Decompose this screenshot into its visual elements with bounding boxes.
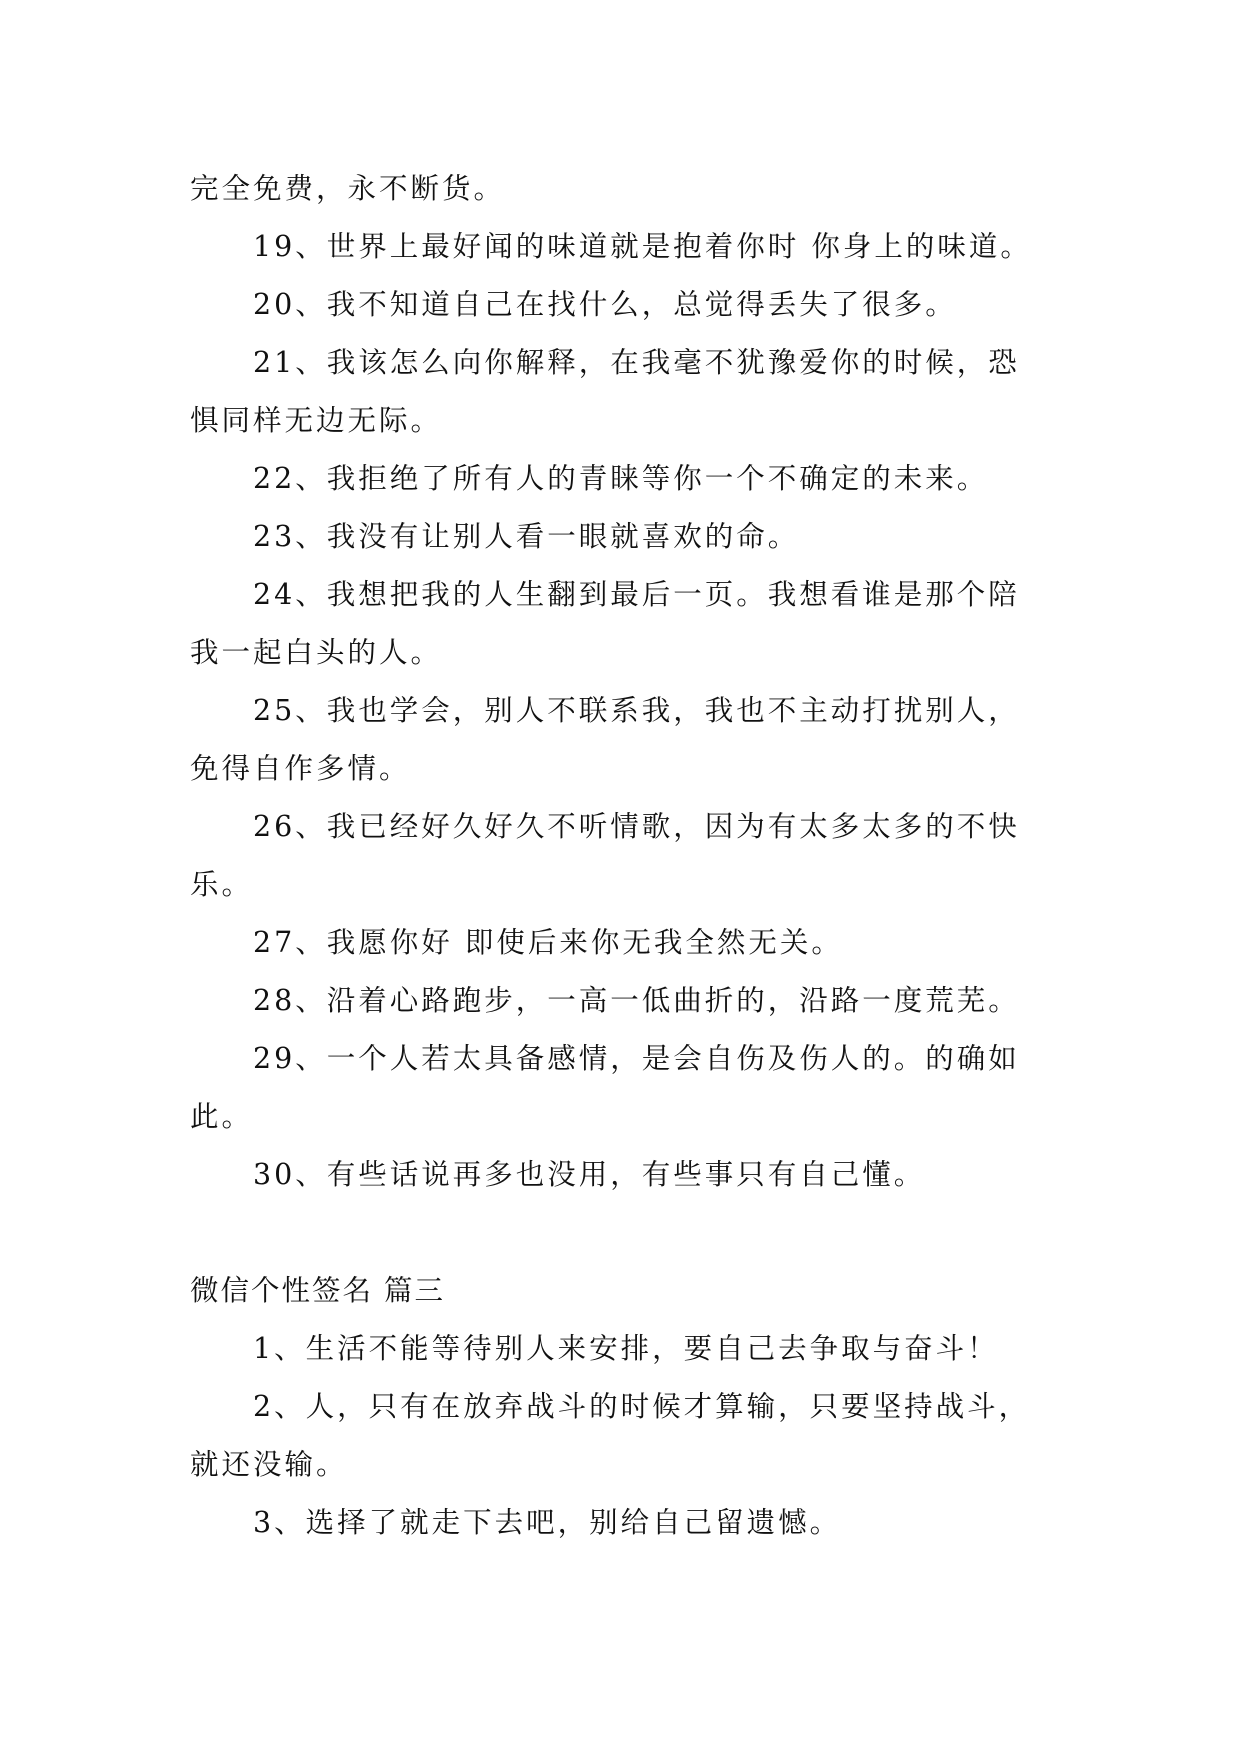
text-line: 此。	[190, 1100, 254, 1133]
text-line: 24、我想把我的人生翻到最后一页。我想看谁是那个陪	[253, 578, 1020, 611]
text-line: 3、选择了就走下去吧，别给自己留遗憾。	[253, 1506, 842, 1539]
text-line: 1、生活不能等待别人来安排，要自己去争取与奋斗！	[253, 1332, 999, 1365]
text-line: 惧同样无边无际。	[190, 404, 443, 437]
text-line: 20、我不知道自己在找什么，总觉得丢失了很多。	[253, 288, 957, 321]
text-line: 2、人，只有在放弃战斗的时候才算输，只要坚持战斗，	[253, 1390, 1031, 1423]
text-line: 25、我也学会，别人不联系我，我也不主动打扰别人，	[253, 694, 1020, 727]
text-line: 22、我拒绝了所有人的青睐等你一个不确定的未来。	[253, 462, 989, 495]
text-line: 乐。	[190, 868, 254, 901]
paragraph-gap	[190, 1204, 1070, 1262]
text-line: 27、我愿你好 即使后来你无我全然无关。	[253, 926, 843, 959]
text-line: 19、世界上最好闻的味道就是抱着你时 你身上的味道。	[253, 230, 1032, 263]
document-body	[190, 160, 1070, 1552]
text-line: 免得自作多情。	[190, 752, 411, 785]
text-line: 26、我已经好久好久不听情歌，因为有太多太多的不快	[253, 810, 1020, 843]
text-line: 23、我没有让别人看一眼就喜欢的命。	[253, 520, 800, 553]
text-line: 我一起白头的人。	[190, 636, 443, 669]
text-line: 21、我该怎么向你解释，在我毫不犹豫爱你的时候，恐	[253, 346, 1020, 379]
text-line: 29、一个人若太具备感情，是会自伤及伤人的。的确如	[253, 1042, 1020, 1075]
text-line: 30、有些话说再多也没用，有些事只有自己懂。	[253, 1158, 926, 1191]
text-line: 完全免费，永不断货。	[190, 172, 506, 205]
text-line: 就还没输。	[190, 1448, 348, 1481]
section-heading: 微信个性签名 篇三	[190, 1274, 446, 1307]
text-line: 28、沿着心路跑步，一高一低曲折的，沿路一度荒芜。	[253, 984, 1020, 1017]
